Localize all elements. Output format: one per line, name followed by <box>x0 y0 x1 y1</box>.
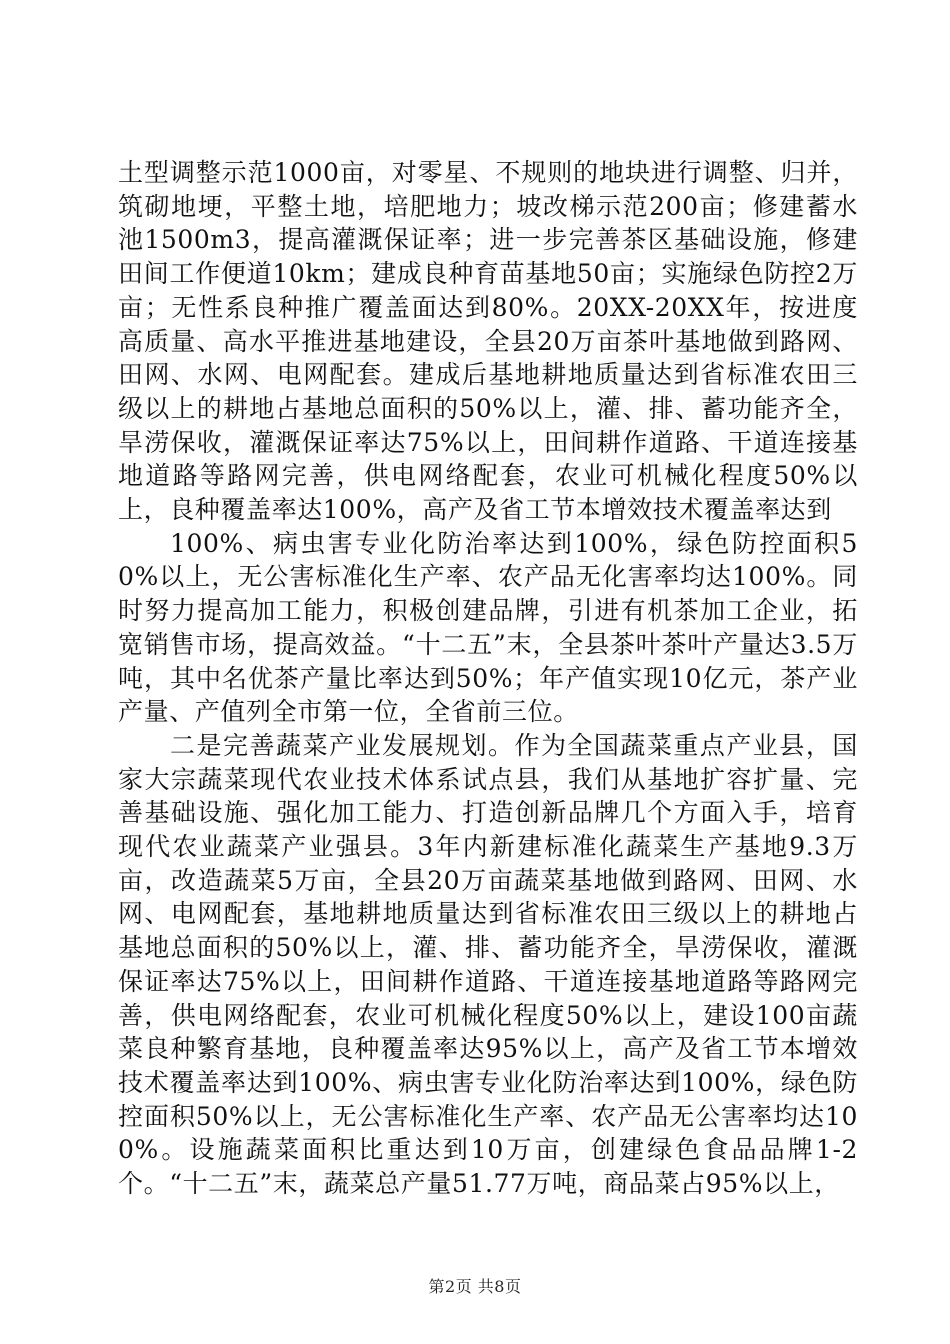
page-number-footer: 第2页 共8页 <box>428 1277 522 1296</box>
document-body <box>118 156 858 1201</box>
paragraph-tea-targets: 100%、病虫害专业化防治率达到100%，绿色防控面积50%以上，无公害标准化生产率、农产品无化害率均达100%。同时努力提高加工能力，积极创建品牌，引进有机茶加工企业，拓宽销售市场，提高效益。“十二五”末，全县茶叶茶叶产量达3.5万吨，其中名优茶产量比率达到50%；年产值实现10亿元，茶产业产量、产值列全市第一位，全省前三位。 <box>118 528 858 727</box>
paragraph-vegetable-plan: 二是完善蔬菜产业发展规划。作为全国蔬菜重点产业县，国家大宗蔬菜现代农业技术体系试点县，我们从基地扩容扩量、完善基础设施、强化加工能力、打造创新品牌几个方面入手，培育现代农业蔬菜产业强县。3年内新建标准化蔬菜生产基地9.3万亩，改造蔬菜5万亩，全县20万亩蔬菜基地做到路网、田网、水网、电网配套，基地耕地质量达到省标准农田三级以上的耕地占基地总面积的50%以上，灌、排、蓄功能齐全，旱涝保收，灌溉保证率达75%以上，田间耕作道路、干道连接基地道路等路网完善，供电网络配套，农业可机械化程度50%以上，建设100亩蔬菜良种繁育基地，良种覆盖率达95%以上，高产及省工节本增效技术覆盖率达到100%、病虫害专业化防治率达到100%，绿色防控面积50%以上，无公害标准化生产率、农产品无公害率均达100%。设施蔬菜面积比重达到10万亩，创建绿色食品品牌1-2个。“十二五”末，蔬菜总产量51.77万吨，商品菜占95%以上， <box>118 730 858 1199</box>
paragraph-continuation: 土型调整示范1000亩，对零星、不规则的地块进行调整、归并，筑砌地埂，平整土地，培肥地力；坡改梯示范200亩；修建蓄水池1500m3，提高灌溉保证率；进一步完善茶区基础设施，修建田间工作便道10km；建成良种育苗基地50亩；实施绿色防控2万亩；无性系良种推广覆盖面达到80%。20XX-20XX年，按进度高质量、高水平推进基地建设，全县20万亩茶叶基地做到路网、田网、水网、电网配套。建成后基地耕地质量达到省标准农田三级以上的耕地占基地总面积的50%以上，灌、排、蓄功能齐全，旱涝保收，灌溉保证率达75%以上，田间耕作道路、干道连接基地道路等路网完善，供电网络配套，农业可机械化程度50%以上，良种覆盖率达100%，高产及省工节本增效技术覆盖率达到 <box>118 158 858 525</box>
